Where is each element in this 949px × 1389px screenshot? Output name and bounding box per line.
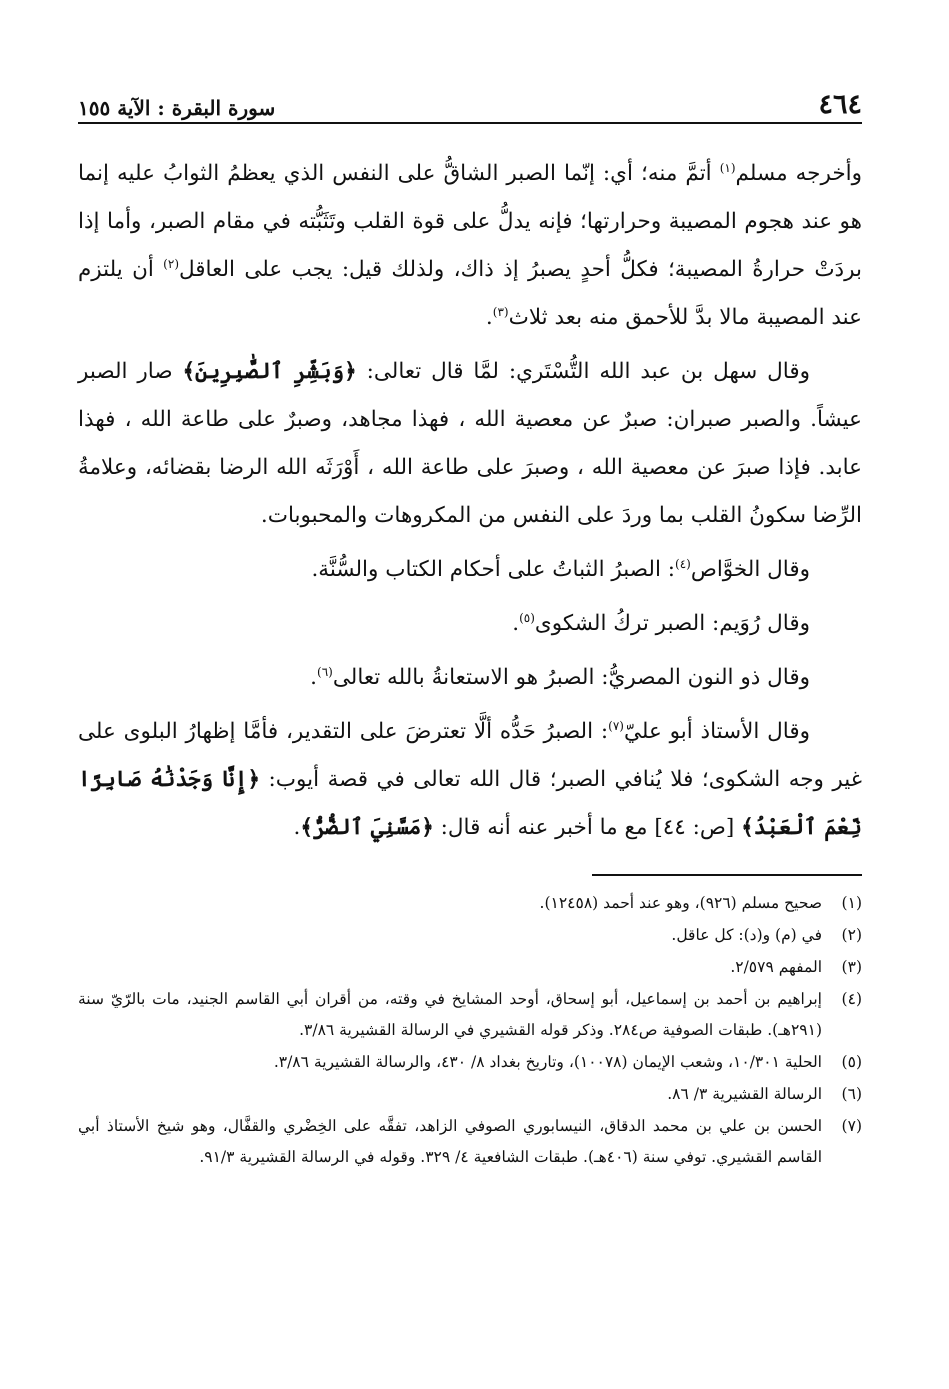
text-segment: : الصبرُ الثباتُ على أحكام الكتاب والسُّنَّة. (311, 557, 676, 582)
text-segment: أتمَّ منه؛ أي: إنّما الصبر الشاقُّ على النفس الذي يعظمُ الثوابُ عليه إنما هو عند هجوم المصيبة وحرارتها؛ فإنه يدلُّ على قوة القلب وتَثَبُّته في مقام الصبر، وأما إذا بردَتْ حرارةُ المصيبة؛ فكلُّ أحدٍ يصبرُ إذ ذاك، ولذلك قيل: يجب على العاقل (78, 161, 862, 282)
text-segment: . (293, 815, 301, 840)
footnote-reference: (٢) (163, 256, 179, 271)
footnote-number: (٦) (841, 1085, 862, 1103)
body-paragraph (78, 600, 862, 648)
quran-quote: ﴿وَبَشِّرِ ٱلصَّٰبِرِينَ﴾ (182, 359, 357, 384)
body-paragraph (78, 654, 862, 702)
text-segment: وقال رُوَيم: الصبر تركُ الشكوى (534, 611, 810, 636)
footnote-reference: (٦) (317, 664, 333, 679)
footnote-number: (٧) (841, 1117, 862, 1135)
footnote-number: (١) (841, 894, 862, 912)
quran-quote: ﴿مَسَّنِيَ ٱلضُّرُّ﴾ (300, 815, 434, 840)
text-segment: وقال ذو النون المصريُّ: الصبرُ هو الاستعانةُ بالله تعالى (332, 665, 810, 690)
body-paragraph (78, 348, 862, 540)
book-page (78, 78, 862, 1318)
footnote-reference: (٧) (608, 718, 624, 733)
footnote-text: صحيح مسلم (٩٢٦)، وهو عند أحمد (١٢٤٥٨). (539, 894, 822, 912)
footnote-text: الحلية ١٠/٣٠١، وشعب الإيمان (١٠٠٧٨)، وتاريخ بغداد ٨/ ٤٣٠، والرسالة القشيرية ٣/٨٦. (273, 1053, 822, 1071)
footnote-number: (٥) (841, 1053, 862, 1071)
footnote-reference: (٥) (519, 610, 535, 625)
footnote-text: في (م) و(د): كل عاقل. (671, 926, 822, 944)
footnote-text: الحسن بن علي بن محمد الدقاق، النيسابوري الصوفي الزاهد، تفقَّه على الخِضْري والقفَّال، وهو شيخ الأستاذ أبي القاسم القشيري. توفي سنة (٤٠٦هـ). طبقات الشافعية ٤/ ٣٢٩. وقوله في الرسالة القشيرية ٩١/٣. (78, 1117, 822, 1166)
text-segment: وقال الخوَّاص (690, 557, 810, 582)
text-segment: وقال الأستاذ أبو عليّ (623, 719, 810, 744)
footnote (78, 952, 862, 983)
text-segment: . (485, 305, 493, 330)
footnote-number: (٣) (841, 958, 862, 976)
footnote (78, 1079, 862, 1110)
body-paragraph (78, 150, 862, 342)
quran-quote: ﴿إِنَّا وَجَدْنَٰهُ صَابِرًا نِّعْمَ ٱلْعَبْدُ﴾ (78, 767, 862, 840)
footnote (78, 1047, 862, 1078)
footnote (78, 1111, 862, 1173)
footnote-divider (592, 874, 862, 876)
main-text (78, 150, 862, 852)
footnote-text: المفهم ٢/٥٧٩. (730, 958, 822, 976)
text-segment: صار الصبر عيشاً. والصبر صبران: صبرٌ عن معصية الله ، فهذا مجاهد، وصبرٌ على طاعة الله ، فهذا عابد. فإذا صبرَ عن معصية الله ، وصبرَ على طاعة الله ، أَوْرَثَه الله الرضا بقضائه، وعلامةُ الرِّضا سكونُ القلب بما وردَ على النفس من المكروهات والمحبوبات. (78, 359, 862, 528)
footnotes (78, 888, 862, 1173)
page-number: ٤٦٤ (818, 89, 862, 120)
text-segment: : الصبرُ حَدُّه ألَّا تعترضَ على التقدير، فأمَّا إظهارُ البلوى على غير وجه الشكوى؛ فلا يُنافي الصبر؛ قال الله تعالى في قصة أيوب: (78, 719, 862, 792)
footnote-text: إبراهيم بن أحمد بن إسماعيل، أبو إسحاق، أوحد المشايخ في وقته، من أقران أبي القاسم الجنيد، مات بالرّيّ سنة (٢٩١هـ). طبقات الصوفية ص٢٨٤. وذكر قوله القشيري في الرسالة القشيرية ٣/٨٦. (78, 990, 822, 1039)
footnote-reference: (١) (719, 160, 736, 175)
running-title: سورة البقرة : الآية ١٥٥ (78, 96, 276, 120)
footnote (78, 920, 862, 951)
footnote-number: (٢) (841, 926, 862, 944)
text-segment: وأخرجه مسلم (735, 161, 862, 186)
body-paragraph (78, 708, 862, 852)
text-segment: . (310, 665, 318, 690)
text-segment: [ص: ٤٤] مع ما أخبر عنه أنه قال: (433, 815, 742, 840)
text-segment: وقال سهل بن عبد الله التُّسْتَري: لمَّا قال تعالى: (356, 359, 810, 384)
footnote-reference: (٤) (675, 556, 691, 571)
footnote-reference: (٣) (492, 304, 509, 319)
footnote-number: (٤) (841, 990, 862, 1008)
text-segment: . (512, 611, 520, 636)
text-segment: أن يلتزم عند المصيبة مالا بدَّ للأحمق منه بعد ثلاث (78, 257, 862, 330)
body-paragraph (78, 546, 862, 594)
footnote-text: الرسالة القشيرية ٣/ ٨٦. (667, 1085, 822, 1103)
page-header (78, 78, 862, 124)
footnote (78, 984, 862, 1046)
footnote (78, 888, 862, 919)
